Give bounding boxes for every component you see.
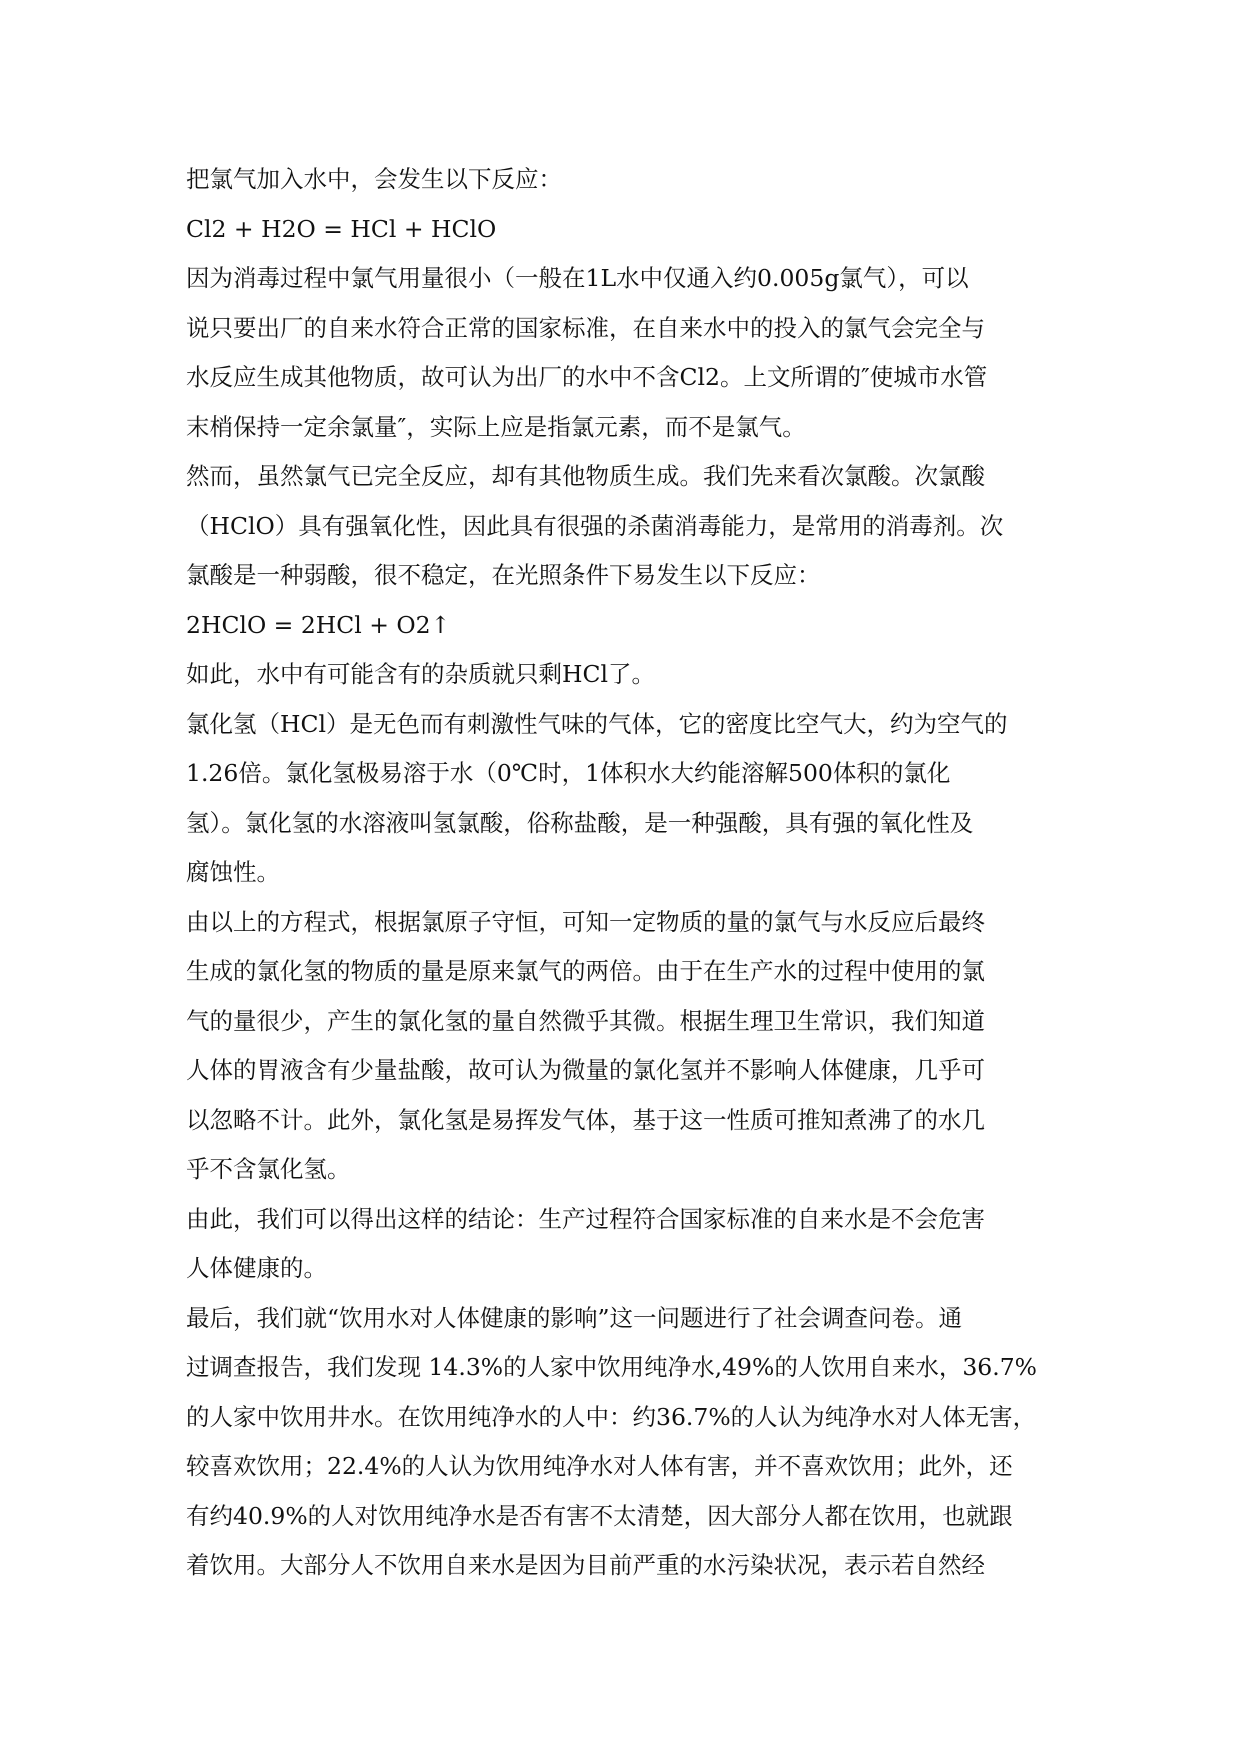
text-line: 1.26倍。氯化氢极易溶于水（0℃时，1体积水大约能溶解500体积的氯化 <box>186 759 951 787</box>
text-line: 末梢保持一定余氯量″，实际上应是指氯元素，而不是氯气。 <box>186 412 806 441</box>
text-line: （HClO）具有强氧化性，因此具有很强的杀菌消毒能力，是常用的消毒剂。次 <box>186 511 1004 540</box>
text-line: 生成的氯化氢的物质的量是原来氯气的两倍。由于在生产水的过程中使用的氯 <box>186 957 985 985</box>
text-line: 着饮用。大部分人不饮用自来水是因为目前严重的水污染状况，表示若自然经 <box>186 1551 985 1579</box>
text-line: 然而，虽然氯气已完全反应，却有其他物质生成。我们先来看次氯酸。次氯酸 <box>186 462 985 490</box>
text-line: 水反应生成其他物质，故可认为出厂的水中不含Cl2。上文所谓的″使城市水管 <box>186 363 988 391</box>
text-line: 的人家中饮用井水。在饮用纯净水的人中：约36.7%的人认为纯净水对人体无害， <box>186 1402 1037 1431</box>
equation-line: Cl2 + H2O = HCl + HClO <box>186 214 497 243</box>
text-line: 氯酸是一种弱酸，很不稳定，在光照条件下易发生以下反应： <box>186 561 821 589</box>
text-line: 最后，我们就“饮用水对人体健康的影响”这一问题进行了社会调查问卷。通 <box>186 1303 963 1332</box>
text-line: 过调查报告，我们发现 14.3%的人家中饮用纯净水,49%的人饮用自来水，36.7% <box>186 1353 1037 1381</box>
text-line: 把氯气加入水中，会发生以下反应： <box>186 165 562 193</box>
text-line: 因为消毒过程中氯气用量很小（一般在1L水中仅通入约0.005g氯气），可以 <box>186 264 969 292</box>
text-line: 人体健康的。 <box>186 1254 327 1282</box>
text-line: 以忽略不计。此外，氯化氢是易挥发气体，基于这一性质可推知煮沸了的水几 <box>186 1105 985 1134</box>
text-line: 由以上的方程式，根据氯原子守恒，可知一定物质的量的氯气与水反应后最终 <box>186 907 985 936</box>
text-line: 由此，我们可以得出这样的结论：生产过程符合国家标准的自来水是不会危害 <box>186 1204 985 1233</box>
equation-line: 2HClO = 2HCl + O2↑ <box>186 610 451 639</box>
text-line: 说只要出厂的自来水符合正常的国家标准，在自来水中的投入的氯气会完全与 <box>186 313 985 342</box>
text-line: 腐蚀性。 <box>186 858 280 886</box>
document-body <box>186 155 1056 1591</box>
text-line: 有约40.9%的人对饮用纯净水是否有害不太清楚，因大部分人都在饮用，也就跟 <box>186 1501 1013 1530</box>
text-line: 较喜欢饮用；22.4%的人认为饮用纯净水对人体有害，并不喜欢饮用；此外，还 <box>186 1452 1013 1480</box>
text-line: 氢）。氯化氢的水溶液叫氢氯酸，俗称盐酸，是一种强酸，具有强的氧化性及 <box>186 808 974 837</box>
text-line: 氯化氢（HCl）是无色而有刺激性气味的气体，它的密度比空气大，约为空气的 <box>186 709 1008 738</box>
text-line: 人体的胃液含有少量盐酸，故可认为微量的氯化氢并不影响人体健康，几乎可 <box>186 1056 985 1084</box>
text-line: 乎不含氯化氢。 <box>186 1155 351 1183</box>
text-line: 如此，水中有可能含有的杂质就只剩HCl了。 <box>186 660 655 688</box>
text-line: 气的量很少，产生的氯化氢的量自然微乎其微。根据生理卫生常识，我们知道 <box>186 1006 985 1035</box>
